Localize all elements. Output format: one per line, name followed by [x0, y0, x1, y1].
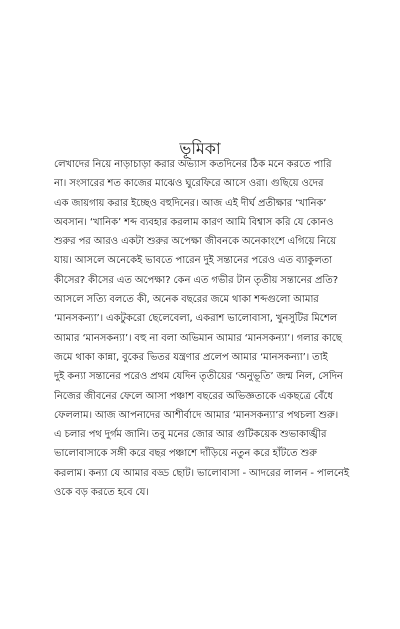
text-line: আমার ‘মানসকন্যা’। বহু না বলা অভিমান আমার ‘মানসকন্যা’। গলার কাছে [54, 332, 342, 344]
text-line: শুরুর পর আরও একটা শুরুর অপেক্ষা জীবনকে অনেকাংশে এগিয়ে নিয়ে [54, 236, 337, 248]
text-line: না। সংসারের শত কাজের মাঝেও ঘুরেফিরে আসে ওরা। গুছিয়ে ওদের [54, 178, 324, 190]
text-line: দুই কন্যা সন্তানের পরেও প্রথম যেদিন তৃতীয়ের ‘অনুভূতি’ জন্ম নিল, সেদিন [54, 371, 343, 383]
page-title: ভূমিকা [179, 138, 221, 158]
text-line: ভালোবাসাকে সঙ্গী করে বছর পঞ্চাশে দাঁড়িয়ে নতুন করে হাঁটতে শুরু [54, 448, 317, 460]
text-line: আসলে সত্যি বলতে কী, অনেক বছরের জমে থাকা শব্দগুলো আমার [54, 294, 319, 306]
text-line: নিজের জীবনের ফেলে আসা পঞ্চাশ বছরের অভিজ্ঞতাকে একছত্রে বেঁধে [54, 390, 333, 402]
text-line: জমে থাকা কান্না, বুকের ভিতর যন্ত্রণার প্রলেপ আমার ‘মানসকন্যা’। তাই [54, 351, 328, 363]
text-line: কীসের? কীসের এত অপেক্ষা? কেন এত গভীর টান তৃতীয় সন্তানের প্রতি? [54, 274, 338, 286]
text-line: এক জায়গায় করার ইচ্ছেও বহুদিনের। আজ এই দীর্ঘ প্রতীক্ষার ‘খানিক’ [54, 197, 327, 209]
text-line: এ চলার পথ দুর্গম জানি। তবু মনের জোর আর গুটিকয়েক শুভাকাঙ্খীর [54, 429, 327, 441]
preface-body [54, 155, 350, 535]
text-line: ‘মানসকন্যা’। একটুকরো ছেলেবেলা, একরাশ ভালোবাসা, খুনসুটির মিশেল [54, 313, 338, 325]
text-line: অবসান। ‘খানিক’ শব্দ ব্যবহার করলাম কারণ আমি বিশ্বাস করি যে কোনও [54, 216, 334, 228]
text-line: যায়। আসলে অনেকেই ভাবতে পারেন দুই সন্তানের পরেও এত ব্যাকুলতা [54, 255, 332, 267]
text-line: ওকে বড় করতে হবে যে। [54, 487, 149, 499]
text-line: করলাম। কন্যা যে আমার বড্ড ছোট। ভালোবাসা - আদরের লালন - পালনেই [54, 467, 349, 479]
text-line: লেখাদের নিয়ে নাড়াচাড়া করার অভ্যাস কতদিনের ঠিক মনে করতে পারি [54, 159, 332, 170]
text-line: ফেললাম। আজ আপনাদের আশীর্বাদে আমার ‘মানসকন্যা’র পথচলা শুরু। [54, 409, 339, 421]
